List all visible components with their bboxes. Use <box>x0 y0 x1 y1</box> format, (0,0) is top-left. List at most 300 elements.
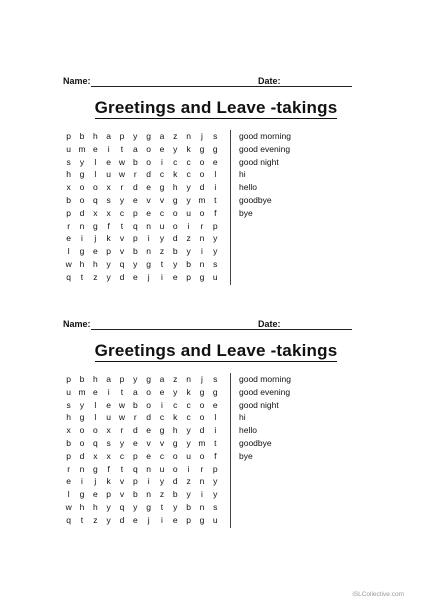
grid-letter: g <box>212 386 218 397</box>
grid-letter: d <box>132 182 138 193</box>
grid-letter: y <box>186 437 191 448</box>
grid-letter: z <box>159 489 165 500</box>
grid-letter: c <box>186 169 191 180</box>
grid-letter: y <box>186 182 191 193</box>
word-list-item: good evening <box>239 143 291 154</box>
grid-letter: e <box>132 437 138 448</box>
grid-letter: e <box>66 233 72 244</box>
grid-letter: z <box>186 476 191 487</box>
grid-letter: n <box>199 476 205 487</box>
grid-letter: u <box>106 412 112 423</box>
grid-letter: n <box>79 220 85 231</box>
worksheet-title: Greetings and Leave -takings <box>94 98 338 117</box>
grid-letter: e <box>159 143 165 154</box>
grid-letter: i <box>201 489 203 500</box>
grid-letter: w <box>118 399 126 410</box>
grid-letter: m <box>198 437 206 448</box>
grid-row <box>62 194 222 207</box>
word-list-item: good morning <box>239 374 291 384</box>
grid-letter: e <box>146 450 151 461</box>
grid-letter: l <box>94 156 97 167</box>
grid-letter: a <box>132 386 138 397</box>
grid-letter: c <box>173 399 178 410</box>
grid-letter: e <box>172 514 178 525</box>
worksheet-title: Greetings and Leave -takings <box>94 341 338 360</box>
grid-letter: o <box>199 156 205 167</box>
grid-letter: p <box>212 220 218 231</box>
grid-letter: p <box>119 374 125 384</box>
grid-letter: r <box>67 220 71 231</box>
grid-letter: d <box>146 169 151 180</box>
grid-letter: m <box>78 386 86 397</box>
grid-letter: n <box>186 374 191 384</box>
grid-letter: b <box>132 246 138 257</box>
grid-letter: v <box>119 233 125 244</box>
grid-letter: b <box>132 399 138 410</box>
grid-letter: d <box>172 233 178 244</box>
word-list-item: bye <box>239 207 253 218</box>
grid-letter: u <box>66 386 72 397</box>
grid-letter: c <box>159 207 165 218</box>
grid-letter: p <box>66 374 72 384</box>
grid-row <box>62 181 222 194</box>
grid-letter: h <box>79 501 85 512</box>
grid-letter: l <box>214 412 217 423</box>
grid-letter: u <box>212 271 218 282</box>
grid-letter: h <box>92 131 98 141</box>
grid-letter: t <box>120 220 124 231</box>
grid-letter: t <box>120 143 124 154</box>
grid-letter: r <box>67 463 71 474</box>
grid-letter: j <box>94 233 97 244</box>
grid-letter: g <box>199 386 205 397</box>
grid-letter: u <box>106 169 112 180</box>
grid-letter: x <box>106 450 111 461</box>
grid-letter: v <box>159 437 165 448</box>
grid-letter: a <box>159 131 165 141</box>
grid-letter: l <box>67 489 70 500</box>
grid-letter: i <box>201 246 203 257</box>
grid-letter: q <box>119 258 125 269</box>
grid-letter: p <box>212 463 218 474</box>
word-list-item: goodbye <box>239 194 272 205</box>
word-list-item: hi <box>239 169 246 180</box>
grid-letter: i <box>187 463 190 474</box>
grid-letter: n <box>146 489 151 500</box>
grid-letter: y <box>186 425 191 436</box>
grid-letter: g <box>79 412 85 423</box>
grid-row <box>62 168 222 181</box>
grid-letter: z <box>93 514 98 525</box>
grid-letter: e <box>106 156 112 167</box>
grid-letter: w <box>65 258 72 269</box>
grid-row <box>62 373 222 386</box>
grid-letter: p <box>66 131 72 141</box>
grid-letter: q <box>66 514 72 525</box>
grid-letter: y <box>159 476 165 487</box>
grid-letter: b <box>186 501 191 512</box>
grid-letter: k <box>106 476 111 487</box>
grid-letter: y <box>133 501 138 512</box>
grid-letter: o <box>146 156 151 167</box>
grid-letter: p <box>119 131 125 141</box>
grid-letter: h <box>66 412 72 423</box>
grid-letter: e <box>92 143 98 154</box>
grid-letter: i <box>214 425 217 436</box>
grid-letter: s <box>106 194 111 205</box>
grid-letter: n <box>199 258 205 269</box>
word-list-item: goodbye <box>239 437 272 448</box>
grid-row <box>62 463 222 476</box>
grid-letter: w <box>118 169 126 180</box>
grid-letter: q <box>66 271 72 282</box>
grid-letter: z <box>186 233 191 244</box>
grid-letter: l <box>94 399 97 410</box>
grid-letter: y <box>213 489 218 500</box>
grid-letter: x <box>106 425 111 436</box>
grid-letter: g <box>199 143 205 154</box>
grid-letter: q <box>132 220 138 231</box>
word-list-item: bye <box>239 450 253 461</box>
grid-letter: u <box>66 143 72 154</box>
grid-letter: e <box>212 156 218 167</box>
grid-letter: o <box>146 143 151 154</box>
grid-letter: y <box>106 271 111 282</box>
grid-letter: o <box>199 412 205 423</box>
grid-letter: p <box>186 271 191 282</box>
grid-letter: y <box>119 194 125 205</box>
grid-letter: e <box>92 489 98 500</box>
grid-letter: s <box>66 156 71 167</box>
grid-letter: e <box>212 399 218 410</box>
grid-letter: s <box>213 374 218 384</box>
word-search-grid <box>62 373 222 527</box>
grid-letter: x <box>66 182 71 193</box>
grid-letter: c <box>119 450 125 461</box>
grid-letter: e <box>92 246 98 257</box>
grid-letter: g <box>146 501 151 512</box>
grid-letter: y <box>173 143 178 154</box>
grid-letter: r <box>133 169 137 180</box>
grid-letter: g <box>159 425 165 436</box>
grid-letter: d <box>132 425 138 436</box>
grid-letter: n <box>146 220 151 231</box>
grid-letter: z <box>159 246 165 257</box>
grid-letter: o <box>199 450 205 461</box>
grid-letter: o <box>79 437 85 448</box>
date-blank-line <box>282 329 352 330</box>
grid-letter: o <box>146 386 151 397</box>
grid-letter: y <box>119 437 125 448</box>
grid-letter: w <box>118 156 126 167</box>
grid-letter: e <box>132 194 138 205</box>
grid-letter: a <box>106 131 112 141</box>
grid-letter: b <box>172 489 178 500</box>
grid-row <box>62 514 222 527</box>
word-list <box>239 130 359 220</box>
grid-row <box>62 501 222 514</box>
grid-letter: u <box>159 220 165 231</box>
grid-letter: b <box>172 246 178 257</box>
grid-letter: i <box>214 182 217 193</box>
grid-letter: g <box>146 258 151 269</box>
word-list-item: hello <box>239 425 257 436</box>
grid-letter: t <box>160 501 164 512</box>
grid-letter: t <box>80 514 84 525</box>
grid-letter: k <box>186 143 191 154</box>
date-label: Date: <box>258 319 281 329</box>
grid-row <box>62 156 222 169</box>
grid-letter: h <box>79 258 85 269</box>
grid-letter: c <box>119 207 125 218</box>
grid-row <box>62 220 222 233</box>
grid-letter: r <box>133 412 137 423</box>
grid-letter: i <box>161 514 163 525</box>
grid-letter: y <box>173 501 178 512</box>
grid-letter: y <box>79 399 85 410</box>
grid-letter: y <box>173 258 178 269</box>
grid-letter: v <box>159 194 165 205</box>
date-blank-line <box>282 86 352 87</box>
grid-letter: y <box>186 246 191 257</box>
grid-row <box>62 411 222 424</box>
grid-letter: v <box>119 489 125 500</box>
grid-letter: t <box>120 386 124 397</box>
grid-letter: d <box>172 476 178 487</box>
grid-letter: u <box>186 450 191 461</box>
grid-letter: n <box>79 463 85 474</box>
grid-letter: k <box>186 386 191 397</box>
grid-letter: o <box>79 194 85 205</box>
grid-letter: x <box>93 450 98 461</box>
grid-letter: p <box>132 476 138 487</box>
word-list-item: hi <box>239 412 246 423</box>
grid-letter: a <box>159 374 165 384</box>
grid-letter: i <box>107 386 110 397</box>
grid-letter: i <box>161 399 163 410</box>
grid-letter: h <box>92 501 98 512</box>
date-label: Date: <box>258 76 281 86</box>
grid-row <box>62 207 222 220</box>
grid-letter: g <box>79 169 85 180</box>
grid-letter: l <box>67 246 70 257</box>
grid-letter: e <box>66 476 72 487</box>
grid-letter: c <box>159 412 165 423</box>
grid-row <box>62 450 222 463</box>
grid-letter: a <box>106 374 112 384</box>
grid-letter: x <box>106 182 111 193</box>
grid-letter: i <box>81 233 83 244</box>
grid-letter: d <box>119 271 125 282</box>
grid-letter: g <box>146 374 151 384</box>
grid-letter: d <box>146 412 151 423</box>
grid-row <box>62 399 222 412</box>
grid-letter: f <box>214 450 217 461</box>
grid-letter: o <box>172 207 178 218</box>
grid-letter: p <box>132 450 138 461</box>
grid-letter: t <box>120 463 124 474</box>
grid-letter: u <box>212 514 218 525</box>
grid-letter: q <box>92 437 98 448</box>
name-label: Name: <box>63 76 91 86</box>
grid-letter: g <box>199 271 205 282</box>
grid-letter: k <box>106 233 111 244</box>
grid-letter: r <box>120 425 124 436</box>
grid-letter: e <box>146 207 151 218</box>
grid-letter: d <box>119 514 125 525</box>
grid-letter: o <box>79 425 85 436</box>
grid-letter: y <box>106 258 111 269</box>
grid-letter: c <box>186 156 191 167</box>
name-date-row <box>63 76 363 90</box>
grid-letter: e <box>132 271 138 282</box>
grid-row <box>62 130 222 143</box>
word-list-item: good night <box>239 399 279 410</box>
grid-letter: i <box>81 476 83 487</box>
grid-letter: i <box>147 233 150 244</box>
grid-letter: p <box>132 207 138 218</box>
grid-letter: m <box>78 143 86 154</box>
grid-row <box>62 143 222 156</box>
grid-letter: x <box>66 425 71 436</box>
grid-letter: t <box>160 258 164 269</box>
grid-letter: g <box>92 220 98 231</box>
grid-letter: u <box>159 463 165 474</box>
grid-letter: i <box>187 220 190 231</box>
grid-letter: e <box>106 399 112 410</box>
grid-letter: g <box>172 194 178 205</box>
grid-letter: r <box>120 182 124 193</box>
grid-letter: b <box>186 258 191 269</box>
grid-letter: s <box>213 258 218 269</box>
grid-letter: l <box>94 412 97 423</box>
grid-letter: m <box>198 194 206 205</box>
grid-letter: c <box>173 156 178 167</box>
word-list <box>239 373 359 463</box>
grid-row <box>62 488 222 501</box>
grid-letter: o <box>172 220 178 231</box>
grid-letter: p <box>66 207 72 218</box>
grid-letter: i <box>147 476 150 487</box>
grid-letter: e <box>92 386 98 397</box>
grid-letter: q <box>119 501 125 512</box>
grid-row <box>62 386 222 399</box>
grid-letter: l <box>94 169 97 180</box>
grid-letter: o <box>92 425 98 436</box>
grid-letter: k <box>173 412 178 423</box>
grid-letter: y <box>133 258 138 269</box>
grid-letter: c <box>186 399 191 410</box>
grid-letter: s <box>66 399 71 410</box>
word-list-item: hello <box>239 182 257 193</box>
grid-letter: h <box>172 425 178 436</box>
grid-letter: r <box>200 220 204 231</box>
grid-letter: b <box>132 156 138 167</box>
grid-letter: r <box>200 463 204 474</box>
grid-letter: e <box>146 182 151 193</box>
grid-letter: o <box>92 182 98 193</box>
grid-letter: n <box>146 463 151 474</box>
grid-letter: p <box>66 450 72 461</box>
grid-letter: x <box>93 207 98 218</box>
grid-letter: g <box>146 131 151 141</box>
grid-letter: i <box>107 143 110 154</box>
grid-letter: x <box>106 207 111 218</box>
grid-letter: e <box>159 386 165 397</box>
grid-letter: h <box>92 374 98 384</box>
grid-letter: z <box>173 374 178 384</box>
grid-letter: y <box>186 489 191 500</box>
grid-letter: o <box>172 463 178 474</box>
grid-letter: v <box>119 476 125 487</box>
grid-letter: b <box>132 489 138 500</box>
grid-letter: p <box>132 233 138 244</box>
grid-letter: h <box>92 258 98 269</box>
grid-letter: t <box>80 271 84 282</box>
grid-letter: e <box>132 514 138 525</box>
grid-letter: n <box>146 246 151 257</box>
grid-letter: o <box>146 399 151 410</box>
grid-letter: j <box>201 131 203 141</box>
grid-row <box>62 424 222 437</box>
grid-letter: i <box>161 271 163 282</box>
grid-letter: e <box>172 271 178 282</box>
grid-letter: d <box>199 425 205 436</box>
grid-letter: g <box>159 182 165 193</box>
grid-letter: l <box>214 169 217 180</box>
word-list-item: good night <box>239 156 279 167</box>
word-list-item: good morning <box>239 131 291 141</box>
grid-letter: g <box>79 489 85 500</box>
grid-letter: c <box>159 169 165 180</box>
grid-letter: y <box>173 386 178 397</box>
grid-letter: j <box>147 514 150 525</box>
grid-letter: b <box>79 374 85 384</box>
grid-letter: o <box>79 182 85 193</box>
grid-letter: f <box>107 463 110 474</box>
grid-letter: v <box>119 246 125 257</box>
name-label: Name: <box>63 319 91 329</box>
grid-letter: h <box>66 169 72 180</box>
grid-letter: a <box>132 143 138 154</box>
grid-letter: f <box>214 207 217 218</box>
grid-letter: n <box>186 131 191 141</box>
grid-letter: d <box>199 182 205 193</box>
grid-letter: b <box>66 437 72 448</box>
footer-watermark: iSLCollective.com <box>352 591 404 598</box>
grid-letter: w <box>118 412 126 423</box>
grid-letter: o <box>172 450 178 461</box>
grid-letter: p <box>106 489 112 500</box>
grid-letter: y <box>133 131 138 141</box>
grid-letter: d <box>79 207 85 218</box>
grid-letter: t <box>214 194 217 205</box>
grid-letter: g <box>199 514 205 525</box>
grid-letter: g <box>92 463 98 474</box>
grid-letter: d <box>79 450 85 461</box>
column-divider <box>230 373 231 528</box>
grid-letter: z <box>173 131 178 141</box>
grid-letter: y <box>106 514 111 525</box>
grid-letter: h <box>172 182 178 193</box>
grid-letter: g <box>172 437 178 448</box>
grid-letter: v <box>146 194 151 205</box>
grid-letter: s <box>213 131 218 141</box>
grid-letter: n <box>199 233 205 244</box>
grid-letter: y <box>133 374 138 384</box>
grid-letter: n <box>199 501 205 512</box>
grid-letter: p <box>186 514 191 525</box>
